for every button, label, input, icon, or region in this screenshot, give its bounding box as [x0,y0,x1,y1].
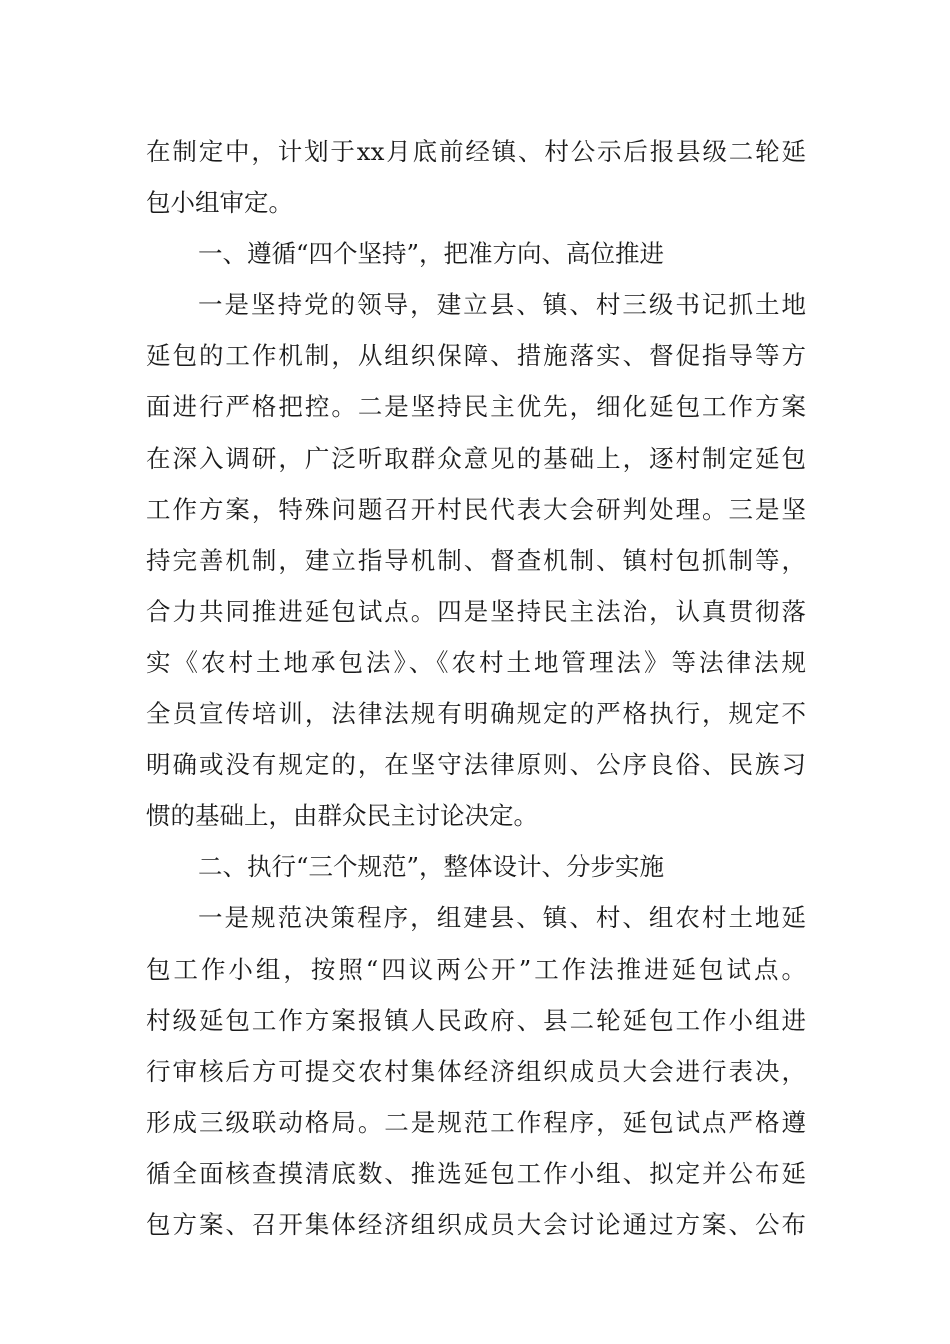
text-line: 工作方案，特殊问题召开村民代表大会研判处理。三是坚 [146,494,806,524]
text-line: 包工作小组，按照“四议两公开”工作法推进延包试点。 [146,954,806,984]
text-line: 面进行严格把控。二是坚持民主优先，细化延包工作方案 [146,392,806,422]
text-line: 包方案、召开集体经济组织成员大会讨论通过方案、公布 [146,1209,806,1239]
text-line: 一、遵循“四个坚持”，把准方向、高位推进 [198,239,665,269]
text-line: 合力共同推进延包试点。四是坚持民主法治，认真贯彻落 [146,596,806,626]
text-line: 一是规范决策程序，组建县、镇、村、组农村土地延 [198,903,806,933]
text-line: 在制定中，计划于xx月底前经镇、村公示后报县级二轮延 [146,137,806,166]
text-line: 循全面核查摸清底数、推选延包工作小组、拟定并公布延 [146,1158,806,1188]
text-line: 明确或没有规定的，在坚守法律原则、公序良俗、民族习 [146,750,806,780]
text-line: 村级延包工作方案报镇人民政府、县二轮延包工作小组进 [146,1005,806,1035]
text-line: 全员宣传培训，法律法规有明确规定的严格执行，规定不 [146,699,806,729]
text-line: 惯的基础上，由群众民主讨论决定。 [146,801,538,831]
text-line: 二、执行“三个规范”，整体设计、分步实施 [198,852,665,882]
document-body [146,126,806,1250]
text-line: 一是坚持党的领导，建立县、镇、村三级书记抓土地 [198,290,806,320]
text-line: 在深入调研，广泛听取群众意见的基础上，逐村制定延包 [146,443,806,473]
text-line: 实《农村土地承包法》、《农村土地管理法》等法律法规 [146,647,806,677]
text-line: 包小组审定。 [146,188,293,218]
text-line: 持完善机制，建立指导机制、督查机制、镇村包抓制等， [146,545,806,575]
text-line: 延包的工作机制，从组织保障、措施落实、督促指导等方 [146,341,806,371]
text-line: 行审核后方可提交农村集体经济组织成员大会进行表决， [146,1056,806,1086]
text-line: 形成三级联动格局。二是规范工作程序，延包试点严格遵 [146,1107,806,1137]
